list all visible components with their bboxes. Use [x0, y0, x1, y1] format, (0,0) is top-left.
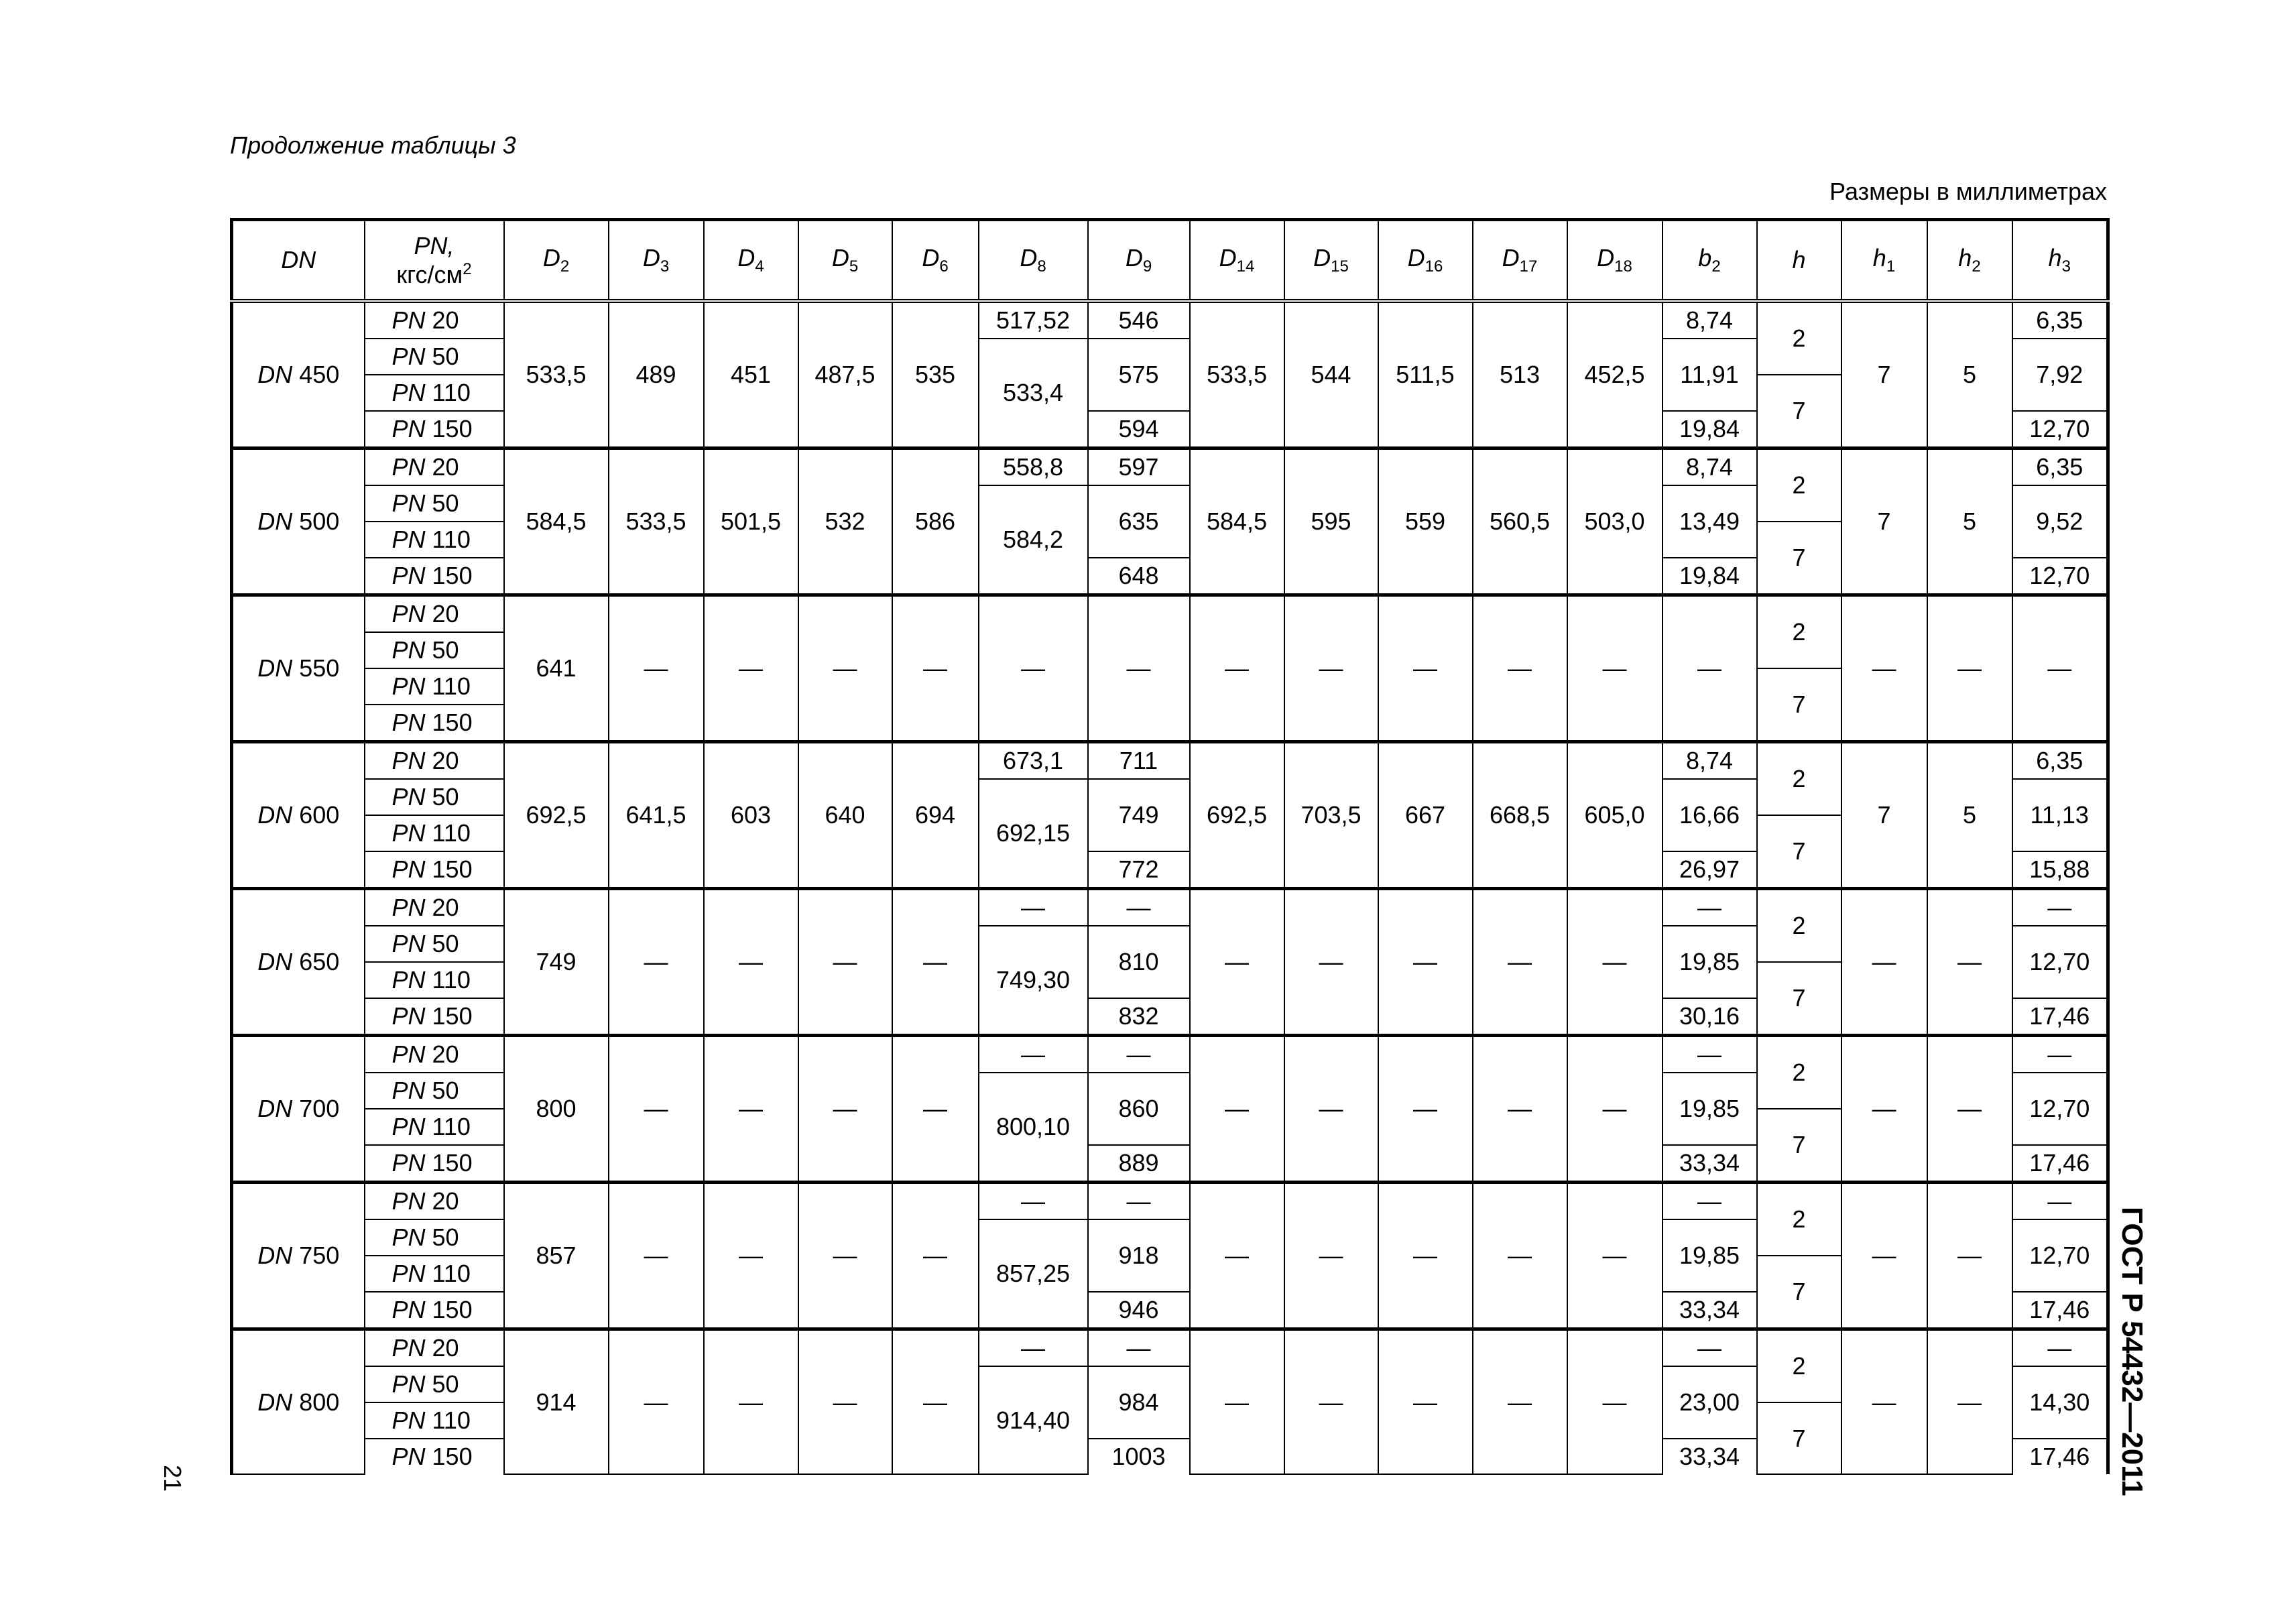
pn-cell: PN 110 [365, 1256, 504, 1292]
d8-cell: — [979, 1183, 1088, 1220]
header-h2: $h_2$ [1927, 220, 2012, 302]
d9-cell: 749 [1088, 779, 1190, 851]
d3-cell: — [609, 1329, 704, 1475]
d2-cell: 914 [504, 1329, 609, 1475]
b2-cell: 33,34 [1663, 1292, 1757, 1329]
pn-cell: PN 110 [365, 962, 504, 998]
h1-cell: 7 [1841, 448, 1927, 595]
d3-cell: — [609, 889, 704, 1036]
h1-cell: — [1841, 889, 1927, 1036]
b2-cell: 8,74 [1663, 448, 1757, 486]
d14-cell: 692,5 [1190, 742, 1284, 889]
pn-cell: PN 20 [365, 889, 504, 926]
d8-cell: 584,2 [979, 485, 1088, 595]
d9-cell: 597 [1088, 448, 1190, 486]
d15-cell: — [1284, 1183, 1378, 1329]
d18-cell: — [1567, 1329, 1663, 1475]
d15-cell: — [1284, 889, 1378, 1036]
d9-cell: 889 [1088, 1145, 1190, 1183]
header-d8: $D_8$ [979, 220, 1088, 302]
pn-cell: PN 50 [365, 1366, 504, 1402]
b2-cell: 8,74 [1663, 301, 1757, 339]
d3-cell: — [609, 1036, 704, 1183]
b2-cell: — [1663, 1036, 1757, 1073]
pn-cell: PN 150 [365, 411, 504, 448]
d9-cell: — [1088, 1329, 1190, 1367]
h1-cell: — [1841, 1036, 1927, 1183]
d16-cell: — [1378, 595, 1473, 742]
table-row [232, 1329, 2108, 1367]
h3-cell: 7,92 [2012, 339, 2108, 411]
units-note: Размеры в миллиметрах [1829, 178, 2107, 205]
h3-cell: 12,70 [2012, 411, 2108, 448]
h2-cell: — [1927, 1329, 2012, 1475]
d8-cell: 673,1 [979, 742, 1088, 780]
h3-cell: 12,70 [2012, 926, 2108, 998]
d14-cell: — [1190, 595, 1284, 742]
header-d6: $D_6$ [892, 220, 979, 302]
d4-cell: 451 [704, 301, 798, 448]
h-cell: 7 [1757, 1109, 1841, 1183]
d9-cell: — [1088, 1183, 1190, 1220]
dn-cell: DN 600 [232, 742, 365, 889]
d3-cell: — [609, 595, 704, 742]
dn-cell: DN 450 [232, 301, 365, 448]
h-cell: 7 [1757, 668, 1841, 742]
h3-cell: 11,13 [2012, 779, 2108, 851]
header-d15: $D_{15}$ [1284, 220, 1378, 302]
pn-cell: PN 110 [365, 668, 504, 705]
pn-cell: PN 20 [365, 301, 504, 339]
pn-cell: PN 20 [365, 448, 504, 486]
header-d18: $D_{18}$ [1567, 220, 1663, 302]
d6-cell: — [892, 1036, 979, 1183]
h1-cell: — [1841, 595, 1927, 742]
pn-cell: PN 110 [365, 1402, 504, 1439]
h3-cell: 17,46 [2012, 1439, 2108, 1474]
b2-cell: — [1663, 1329, 1757, 1367]
h-cell: 2 [1757, 889, 1841, 963]
d14-cell: — [1190, 1036, 1284, 1183]
d3-cell: 489 [609, 301, 704, 448]
table-row [232, 889, 2108, 926]
h-cell: 2 [1757, 742, 1841, 816]
h3-cell: — [2012, 1183, 2108, 1220]
dimensions-table-container [230, 218, 2107, 1475]
d2-cell: 533,5 [504, 301, 609, 448]
d16-cell: — [1378, 1183, 1473, 1329]
header-d14: $D_{14}$ [1190, 220, 1284, 302]
table-row [232, 1036, 2108, 1073]
d18-cell: — [1567, 889, 1663, 1036]
dn-cell: DN 800 [232, 1329, 365, 1475]
h2-cell: — [1927, 595, 2012, 742]
h3-cell: 6,35 [2012, 448, 2108, 486]
b2-cell: 23,00 [1663, 1366, 1757, 1439]
d9-cell: — [1088, 889, 1190, 926]
h-cell: 2 [1757, 448, 1841, 522]
h-cell: 7 [1757, 1256, 1841, 1329]
pn-cell: PN 110 [365, 815, 504, 851]
b2-cell: — [1663, 595, 1757, 742]
d18-cell: — [1567, 1183, 1663, 1329]
d8-cell: 558,8 [979, 448, 1088, 486]
h3-cell: — [2012, 595, 2108, 742]
pn-cell: PN 50 [365, 779, 504, 815]
d6-cell: — [892, 595, 979, 742]
h3-cell: 14,30 [2012, 1366, 2108, 1439]
h3-cell: 12,70 [2012, 558, 2108, 595]
h3-cell: 17,46 [2012, 1292, 2108, 1329]
pn-cell: PN 50 [365, 632, 504, 668]
d9-cell: 984 [1088, 1366, 1190, 1439]
pn-cell: PN 50 [365, 485, 504, 522]
d9-cell: 860 [1088, 1073, 1190, 1145]
h3-cell: — [2012, 1329, 2108, 1367]
h-cell: 2 [1757, 1329, 1841, 1403]
b2-cell: 26,97 [1663, 851, 1757, 889]
d18-cell: 503,0 [1567, 448, 1663, 595]
h-cell: 7 [1757, 522, 1841, 595]
d5-cell: 532 [798, 448, 892, 595]
b2-cell: 19,85 [1663, 1073, 1757, 1145]
d9-cell: 711 [1088, 742, 1190, 780]
header-pn: PN, кгс/$см^2$ [365, 220, 504, 302]
pn-cell: PN 110 [365, 1109, 504, 1145]
d16-cell: — [1378, 1329, 1473, 1475]
d3-cell: 641,5 [609, 742, 704, 889]
d8-cell: 800,10 [979, 1073, 1088, 1183]
d9-cell: 1003 [1088, 1439, 1190, 1474]
d14-cell: — [1190, 889, 1284, 1036]
d4-cell: — [704, 1329, 798, 1475]
h3-cell: 15,88 [2012, 851, 2108, 889]
b2-cell: — [1663, 889, 1757, 926]
h2-cell: — [1927, 1036, 2012, 1183]
dn-cell: DN 750 [232, 1183, 365, 1329]
pn-cell: PN 20 [365, 595, 504, 633]
d15-cell: — [1284, 1036, 1378, 1183]
d2-cell: 857 [504, 1183, 609, 1329]
pn-cell: PN 20 [365, 1183, 504, 1220]
d9-cell: — [1088, 595, 1190, 742]
header-d16: $D_{16}$ [1378, 220, 1473, 302]
h1-cell: 7 [1841, 742, 1927, 889]
d9-cell: 810 [1088, 926, 1190, 998]
d15-cell: — [1284, 595, 1378, 742]
d4-cell: — [704, 1036, 798, 1183]
pn-cell: PN 150 [365, 1292, 504, 1329]
d15-cell: 595 [1284, 448, 1378, 595]
d18-cell: 605,0 [1567, 742, 1663, 889]
d2-cell: 800 [504, 1036, 609, 1183]
d3-cell: 533,5 [609, 448, 704, 595]
d9-cell: 575 [1088, 339, 1190, 411]
pn-cell: PN 150 [365, 851, 504, 889]
d17-cell: 513 [1473, 301, 1567, 448]
d16-cell: 511,5 [1378, 301, 1473, 448]
d17-cell: — [1473, 1329, 1567, 1475]
d9-cell: 832 [1088, 998, 1190, 1036]
d15-cell: — [1284, 1329, 1378, 1475]
pn-cell: PN 110 [365, 375, 504, 411]
h-cell: 2 [1757, 1036, 1841, 1109]
h2-cell: 5 [1927, 301, 2012, 448]
d15-cell: 703,5 [1284, 742, 1378, 889]
header-b2: $b_2$ [1663, 220, 1757, 302]
d9-cell: 594 [1088, 411, 1190, 448]
pn-cell: PN 20 [365, 1329, 504, 1367]
d17-cell: 668,5 [1473, 742, 1567, 889]
d6-cell: 535 [892, 301, 979, 448]
d8-cell: 914,40 [979, 1366, 1088, 1474]
table-row [232, 742, 2108, 780]
h-cell: 7 [1757, 962, 1841, 1036]
d14-cell: 533,5 [1190, 301, 1284, 448]
h3-cell: 12,70 [2012, 1219, 2108, 1292]
pn-cell: PN 50 [365, 926, 504, 962]
pn-cell: PN 20 [365, 1036, 504, 1073]
header-h: h [1757, 220, 1841, 302]
dn-cell: DN 650 [232, 889, 365, 1036]
d16-cell: — [1378, 1036, 1473, 1183]
d8-cell: 692,15 [979, 779, 1088, 889]
table-caption: Продолжение таблицы 3 [230, 131, 516, 159]
b2-cell: 11,91 [1663, 339, 1757, 411]
h1-cell: 7 [1841, 301, 1927, 448]
d6-cell: 586 [892, 448, 979, 595]
d5-cell: — [798, 1036, 892, 1183]
table-header-row [232, 220, 2108, 302]
header-d2: $D_2$ [504, 220, 609, 302]
h3-cell: 12,70 [2012, 1073, 2108, 1145]
pn-cell: PN 20 [365, 742, 504, 780]
pn-cell: PN 50 [365, 339, 504, 375]
header-d3: $D_3$ [609, 220, 704, 302]
d2-cell: 749 [504, 889, 609, 1036]
b2-cell: 33,34 [1663, 1145, 1757, 1183]
d6-cell: 694 [892, 742, 979, 889]
pn-cell: PN 110 [365, 522, 504, 558]
pn-cell: PN 150 [365, 558, 504, 595]
d18-cell: 452,5 [1567, 301, 1663, 448]
header-d9: $D_9$ [1088, 220, 1190, 302]
header-dn: DN [232, 220, 365, 302]
d2-cell: 641 [504, 595, 609, 742]
pn-cell: PN 150 [365, 1145, 504, 1183]
d16-cell: 667 [1378, 742, 1473, 889]
header-h3: $h_3$ [2012, 220, 2108, 302]
h-cell: 2 [1757, 301, 1841, 375]
h-cell: 7 [1757, 375, 1841, 448]
table-body [232, 301, 2108, 1474]
dn-cell: DN 700 [232, 1036, 365, 1183]
dimensions-table [230, 218, 2110, 1475]
dn-cell: DN 550 [232, 595, 365, 742]
d2-cell: 584,5 [504, 448, 609, 595]
d14-cell: — [1190, 1329, 1284, 1475]
header-d4: $D_4$ [704, 220, 798, 302]
b2-cell: 19,85 [1663, 926, 1757, 998]
b2-cell: 19,85 [1663, 1219, 1757, 1292]
d18-cell: — [1567, 1036, 1663, 1183]
table-row [232, 301, 2108, 339]
d17-cell: — [1473, 1183, 1567, 1329]
d16-cell: — [1378, 889, 1473, 1036]
pn-cell: PN 50 [365, 1219, 504, 1256]
d6-cell: — [892, 1329, 979, 1475]
d17-cell: 560,5 [1473, 448, 1567, 595]
d17-cell: — [1473, 595, 1567, 742]
h3-cell: 6,35 [2012, 301, 2108, 339]
h1-cell: — [1841, 1329, 1927, 1475]
header-d5: $D_5$ [798, 220, 892, 302]
h3-cell: 17,46 [2012, 998, 2108, 1036]
d9-cell: 546 [1088, 301, 1190, 339]
h3-cell: — [2012, 1036, 2108, 1073]
d4-cell: — [704, 1183, 798, 1329]
d8-cell: — [979, 889, 1088, 926]
b2-cell: 8,74 [1663, 742, 1757, 780]
d18-cell: — [1567, 595, 1663, 742]
d9-cell: 918 [1088, 1219, 1190, 1292]
b2-cell: 19,84 [1663, 411, 1757, 448]
h3-cell: — [2012, 889, 2108, 926]
h3-cell: 9,52 [2012, 485, 2108, 558]
d9-cell: 772 [1088, 851, 1190, 889]
b2-cell: 13,49 [1663, 485, 1757, 558]
h2-cell: 5 [1927, 448, 2012, 595]
pn-cell: PN 150 [365, 998, 504, 1036]
h-cell: 2 [1757, 1183, 1841, 1256]
h-cell: 7 [1757, 1402, 1841, 1474]
table-row [232, 1183, 2108, 1220]
d9-cell: 635 [1088, 485, 1190, 558]
pn-cell: PN 150 [365, 705, 504, 742]
d17-cell: — [1473, 1036, 1567, 1183]
header-d17: $D_{17}$ [1473, 220, 1567, 302]
d6-cell: — [892, 889, 979, 1036]
b2-cell: 33,34 [1663, 1439, 1757, 1474]
d4-cell: 501,5 [704, 448, 798, 595]
d8-cell: 749,30 [979, 926, 1088, 1036]
d15-cell: 544 [1284, 301, 1378, 448]
d5-cell: — [798, 595, 892, 742]
pn-cell: PN 50 [365, 1073, 504, 1109]
d6-cell: — [892, 1183, 979, 1329]
table-row [232, 448, 2108, 486]
d9-cell: 648 [1088, 558, 1190, 595]
d17-cell: — [1473, 889, 1567, 1036]
d8-cell: — [979, 1036, 1088, 1073]
table-row [232, 595, 2108, 633]
d5-cell: — [798, 889, 892, 1036]
d16-cell: 559 [1378, 448, 1473, 595]
d8-cell: 517,52 [979, 301, 1088, 339]
page-number: 21 [159, 1465, 186, 1492]
d4-cell: — [704, 889, 798, 1036]
d14-cell: 584,5 [1190, 448, 1284, 595]
h-cell: 2 [1757, 595, 1841, 669]
h2-cell: — [1927, 889, 2012, 1036]
pn-cell: PN 150 [365, 1439, 504, 1474]
d5-cell: 640 [798, 742, 892, 889]
h2-cell: 5 [1927, 742, 2012, 889]
d8-cell: — [979, 1329, 1088, 1367]
d2-cell: 692,5 [504, 742, 609, 889]
d9-cell: 946 [1088, 1292, 1190, 1329]
document-standard-title: ГОСТ Р 54432—2011 [2116, 1207, 2149, 1496]
d5-cell: — [798, 1329, 892, 1475]
h3-cell: 6,35 [2012, 742, 2108, 780]
d4-cell: 603 [704, 742, 798, 889]
h2-cell: — [1927, 1183, 2012, 1329]
b2-cell: 19,84 [1663, 558, 1757, 595]
d8-cell: 857,25 [979, 1219, 1088, 1329]
h3-cell: 17,46 [2012, 1145, 2108, 1183]
d5-cell: 487,5 [798, 301, 892, 448]
h-cell: 7 [1757, 815, 1841, 889]
b2-cell: 30,16 [1663, 998, 1757, 1036]
b2-cell: 16,66 [1663, 779, 1757, 851]
d4-cell: — [704, 595, 798, 742]
d9-cell: — [1088, 1036, 1190, 1073]
d8-cell: 533,4 [979, 339, 1088, 448]
d5-cell: — [798, 1183, 892, 1329]
b2-cell: — [1663, 1183, 1757, 1220]
dn-cell: DN 500 [232, 448, 365, 595]
d3-cell: — [609, 1183, 704, 1329]
d14-cell: — [1190, 1183, 1284, 1329]
h1-cell: — [1841, 1183, 1927, 1329]
d8-cell: — [979, 595, 1088, 742]
header-h1: $h_1$ [1841, 220, 1927, 302]
